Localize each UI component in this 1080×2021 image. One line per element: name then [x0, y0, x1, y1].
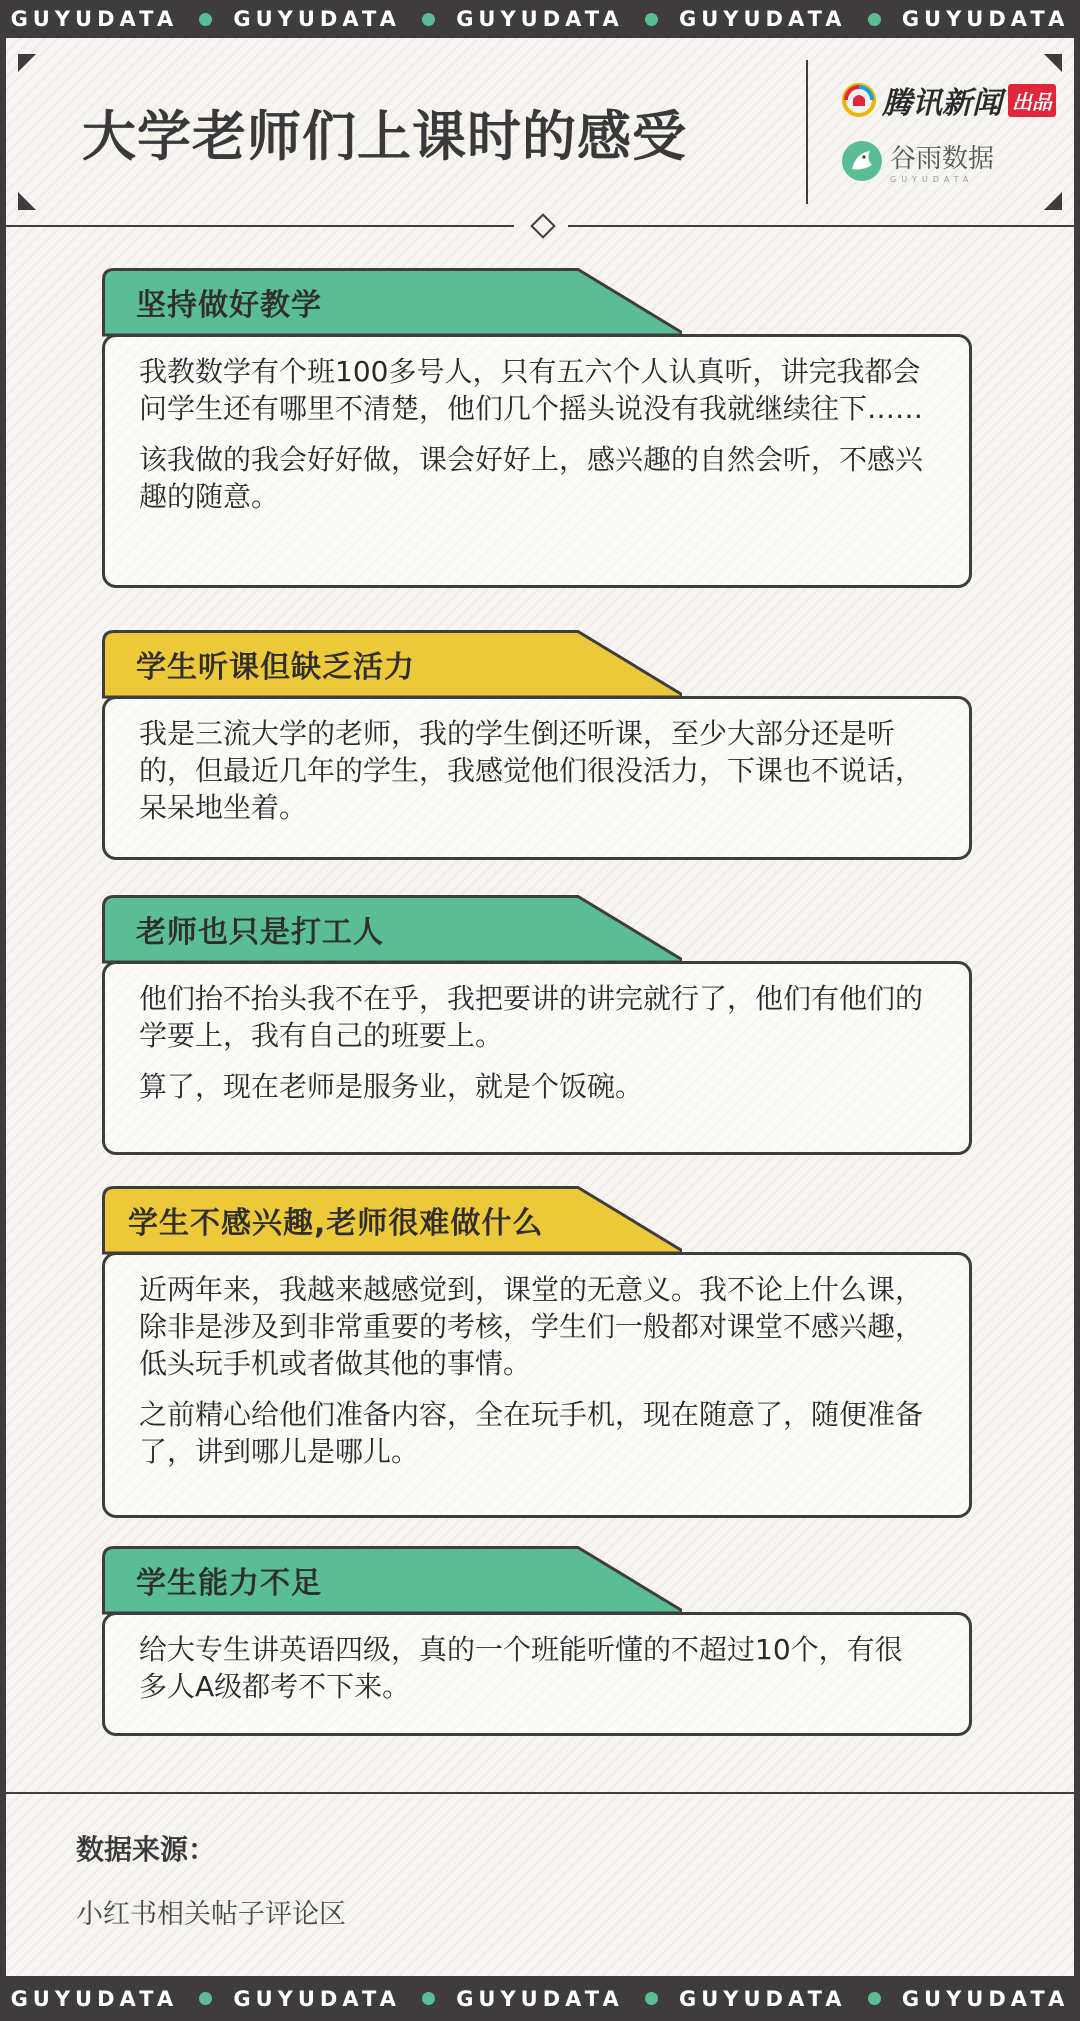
divider	[806, 60, 808, 204]
dot-icon	[199, 1992, 212, 2005]
infographic-panel	[6, 38, 1074, 1976]
dot-icon	[422, 13, 435, 26]
paragraph: 近两年来，我越来越感觉到，课堂的无意义。我不论上什么课，除非是涉及到非常重要的考核，学生们一般都对课堂不感兴趣，低头玩手机或者做其他的事情。	[139, 1273, 924, 1380]
banner-text: GUYUDATA	[456, 7, 624, 31]
banner-text: GUYUDATA	[233, 7, 401, 31]
paragraph: 我教数学有个班100多号人，只有五六个人认真听，讲完我都会问学生还有哪里不清楚，他们几个摇头说没有我就继续往下……	[139, 355, 924, 425]
bell-logo-icon	[842, 83, 876, 117]
header-rule	[6, 225, 514, 227]
logo-name: 谷雨数据	[890, 144, 995, 174]
footer-rule	[6, 1792, 1074, 1794]
dot-icon	[645, 13, 658, 26]
section-card	[102, 268, 982, 598]
tencent-news-logo	[842, 80, 1056, 120]
paragraph: 给大专生讲英语四级，真的一个班能听懂的不超过10个，有很多人A级都考不下来。	[139, 1633, 903, 1703]
dot-icon	[199, 13, 212, 26]
banner-text: GUYUDATA	[10, 1986, 179, 2011]
section-tab	[102, 630, 682, 698]
section-tab	[102, 895, 682, 963]
paragraph: 算了，现在老师是服务业，就是个饭碗。	[139, 1070, 644, 1103]
section-title: 学生听课但缺乏活力	[136, 650, 415, 685]
bird-logo-icon	[842, 141, 882, 181]
header-rule	[568, 225, 1074, 227]
banner-text: GUYUDATA	[679, 7, 847, 31]
section-card	[102, 1546, 982, 1776]
dot-icon	[422, 1992, 435, 2005]
section-body	[102, 1252, 972, 1518]
section-title: 老师也只是打工人	[136, 915, 384, 950]
section-card	[102, 1186, 982, 1556]
paragraph: 之前精心给他们准备内容，全在玩手机，现在随意了，随便准备了，讲到哪儿是哪儿。	[139, 1398, 924, 1468]
guyu-data-logo	[842, 138, 994, 184]
corner-mark	[1044, 192, 1062, 210]
section-title: 坚持做好教学	[136, 288, 322, 323]
data-source	[76, 1828, 346, 1931]
corner-mark	[1044, 54, 1062, 72]
section-body	[102, 334, 972, 588]
header	[6, 38, 1074, 226]
source-label: 数据来源：	[76, 1833, 217, 1866]
section-body	[102, 961, 972, 1155]
logo-subtitle: GUYUDATA	[890, 175, 974, 184]
dot-icon	[868, 1992, 881, 2005]
section-card	[102, 895, 982, 1165]
banner-text: GUYUDATA	[233, 1986, 401, 2011]
dot-icon	[645, 1992, 658, 2005]
section-card	[102, 630, 982, 870]
section-title: 学生不感兴趣,老师很难做什么	[128, 1206, 544, 1241]
section-tab	[102, 268, 682, 336]
banner-text: GUYUDATA	[901, 1986, 1070, 2011]
logo-name: 腾讯新闻	[882, 86, 1002, 121]
banner-text: GUYUDATA	[456, 1986, 624, 2011]
bottom-banner	[0, 1976, 1080, 2021]
page-title: 大学老师们上课时的感受	[82, 105, 687, 168]
section-body	[102, 1612, 972, 1736]
top-banner	[0, 0, 1080, 38]
section-tab	[102, 1546, 682, 1614]
banner-text: GUYUDATA	[10, 7, 179, 31]
logo-badge: 出品	[1008, 84, 1056, 117]
paragraph: 他们抬不抬头我不在乎，我把要讲的讲完就行了，他们有他们的学要上，我有自己的班要上。	[139, 982, 924, 1052]
source-value: 小红书相关帖子评论区	[76, 1899, 346, 1930]
corner-mark	[18, 54, 36, 72]
banner-text: GUYUDATA	[901, 7, 1070, 31]
section-title: 学生能力不足	[136, 1566, 322, 1601]
dot-icon	[868, 13, 881, 26]
paragraph: 该我做的我会好好做，课会好好上，感兴趣的自然会听，不感兴趣的随意。	[139, 443, 924, 513]
corner-mark	[18, 192, 36, 210]
banner-text: GUYUDATA	[679, 1986, 847, 2011]
section-body	[102, 696, 972, 860]
paragraph: 我是三流大学的老师，我的学生倒还听课，至少大部分还是听的，但最近几年的学生，我感觉他们很没活力，下课也不说话，呆呆地坐着。	[139, 717, 924, 824]
section-tab	[102, 1186, 682, 1254]
